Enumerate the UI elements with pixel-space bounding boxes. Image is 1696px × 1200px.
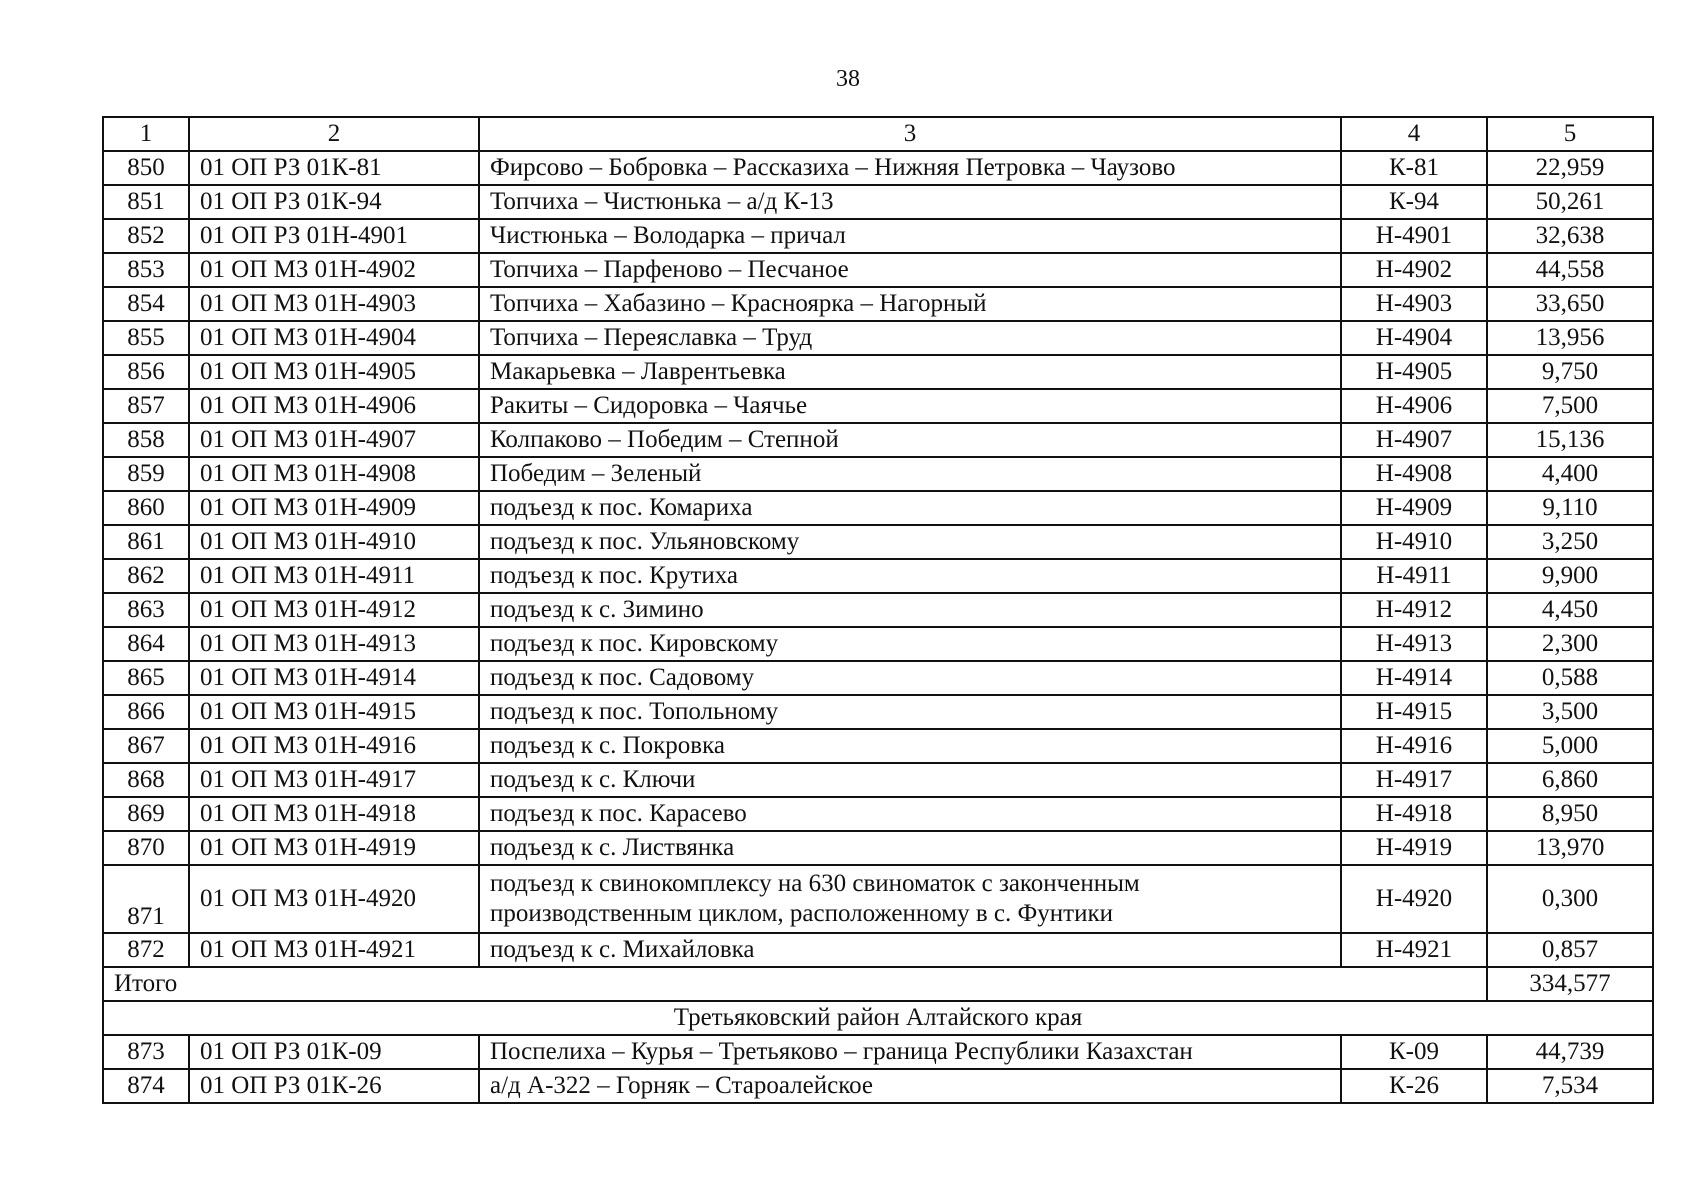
- header-cell-2: 2: [189, 117, 479, 151]
- table-row: [103, 661, 1653, 695]
- road-name: Топчиха – Парфеново – Песчаное: [479, 253, 1341, 287]
- row-number: 852: [103, 219, 189, 253]
- road-code: 01 ОП МЗ 01Н-4916: [189, 729, 479, 763]
- row-number: 865: [103, 661, 189, 695]
- row-number: 850: [103, 151, 189, 185]
- road-length: 5,000: [1487, 729, 1653, 763]
- road-short-code: К-26: [1341, 1069, 1487, 1103]
- road-code: 01 ОП МЗ 01Н-4913: [189, 627, 479, 661]
- road-name: Чистюнька – Володарка – причал: [479, 219, 1341, 253]
- row-number: 851: [103, 185, 189, 219]
- row-number: 863: [103, 593, 189, 627]
- road-length: 44,558: [1487, 253, 1653, 287]
- road-length: 0,857: [1487, 933, 1653, 967]
- road-name: подъезд к пос. Кировскому: [479, 627, 1341, 661]
- road-code: 01 ОП МЗ 01Н-4906: [189, 389, 479, 423]
- road-length: 13,970: [1487, 831, 1653, 865]
- road-length: 7,534: [1487, 1069, 1653, 1103]
- road-length: 9,750: [1487, 355, 1653, 389]
- road-code: 01 ОП РЗ 01К-26: [189, 1069, 479, 1103]
- road-length: 13,956: [1487, 321, 1653, 355]
- road-length: 50,261: [1487, 185, 1653, 219]
- road-name: подъезд к свинокомплексу на 630 свиноматок с законченным производственным циклом, расположенному в с. Фунтики: [479, 865, 1341, 933]
- table-row: [103, 253, 1653, 287]
- road-name: подъезд к с. Листвянка: [479, 831, 1341, 865]
- road-code: 01 ОП МЗ 01Н-4912: [189, 593, 479, 627]
- table-row: [103, 865, 1653, 933]
- road-short-code: Н-4921: [1341, 933, 1487, 967]
- road-short-code: Н-4901: [1341, 219, 1487, 253]
- road-length: 6,860: [1487, 763, 1653, 797]
- road-short-code: Н-4909: [1341, 491, 1487, 525]
- road-length: 4,450: [1487, 593, 1653, 627]
- section-row: [103, 1001, 1653, 1035]
- road-length: 3,500: [1487, 695, 1653, 729]
- road-code: 01 ОП МЗ 01Н-4917: [189, 763, 479, 797]
- table-row: [103, 1069, 1653, 1103]
- road-code: 01 ОП МЗ 01Н-4918: [189, 797, 479, 831]
- row-number: 855: [103, 321, 189, 355]
- road-name: подъезд к пос. Комариха: [479, 491, 1341, 525]
- road-length: 4,400: [1487, 457, 1653, 491]
- road-code: 01 ОП МЗ 01Н-4909: [189, 491, 479, 525]
- table-row: [103, 355, 1653, 389]
- row-number: 859: [103, 457, 189, 491]
- road-code: 01 ОП МЗ 01Н-4903: [189, 287, 479, 321]
- road-code: 01 ОП МЗ 01Н-4921: [189, 933, 479, 967]
- section-title: Третьяковский район Алтайского края: [103, 1001, 1653, 1035]
- row-number: 861: [103, 525, 189, 559]
- road-code: 01 ОП МЗ 01Н-4919: [189, 831, 479, 865]
- road-short-code: К-94: [1341, 185, 1487, 219]
- road-code: 01 ОП МЗ 01Н-4914: [189, 661, 479, 695]
- road-short-code: Н-4912: [1341, 593, 1487, 627]
- row-number: 873: [103, 1035, 189, 1069]
- table-row: [103, 525, 1653, 559]
- road-name: Топчиха – Хабазино – Красноярка – Нагорный: [479, 287, 1341, 321]
- road-name: подъезд к с. Михайловка: [479, 933, 1341, 967]
- road-short-code: Н-4918: [1341, 797, 1487, 831]
- road-short-code: Н-4920: [1341, 865, 1487, 933]
- road-length: 44,739: [1487, 1035, 1653, 1069]
- row-number: 872: [103, 933, 189, 967]
- table-row: [103, 185, 1653, 219]
- row-number: 857: [103, 389, 189, 423]
- row-number: 862: [103, 559, 189, 593]
- road-code: 01 ОП РЗ 01Н-4901: [189, 219, 479, 253]
- road-code: 01 ОП МЗ 01Н-4910: [189, 525, 479, 559]
- road-code: 01 ОП МЗ 01Н-4904: [189, 321, 479, 355]
- road-length: 2,300: [1487, 627, 1653, 661]
- road-length: 9,110: [1487, 491, 1653, 525]
- roads-table-body: [103, 117, 1653, 1103]
- row-number: 868: [103, 763, 189, 797]
- table-row: [103, 695, 1653, 729]
- road-length: 0,588: [1487, 661, 1653, 695]
- table-row: [103, 797, 1653, 831]
- table-row: [103, 151, 1653, 185]
- total-label: Итого: [103, 967, 1487, 1001]
- page-number: 38: [836, 66, 860, 92]
- table-row: [103, 457, 1653, 491]
- road-length: 22,959: [1487, 151, 1653, 185]
- road-name: Поспелиха – Курья – Третьяково – граница Республики Казахстан: [479, 1035, 1341, 1069]
- road-length: 15,136: [1487, 423, 1653, 457]
- row-number: 860: [103, 491, 189, 525]
- table-row: [103, 321, 1653, 355]
- road-code: 01 ОП РЗ 01К-09: [189, 1035, 479, 1069]
- road-short-code: К-81: [1341, 151, 1487, 185]
- table-row: [103, 627, 1653, 661]
- road-name: Ракиты – Сидоровка – Чаячье: [479, 389, 1341, 423]
- road-code: 01 ОП МЗ 01Н-4915: [189, 695, 479, 729]
- road-short-code: Н-4902: [1341, 253, 1487, 287]
- road-short-code: Н-4917: [1341, 763, 1487, 797]
- row-number: 864: [103, 627, 189, 661]
- road-code: 01 ОП МЗ 01Н-4911: [189, 559, 479, 593]
- road-name: подъезд к пос. Топольному: [479, 695, 1341, 729]
- road-name: а/д А-322 – Горняк – Староалейское: [479, 1069, 1341, 1103]
- road-length: 33,650: [1487, 287, 1653, 321]
- row-number: 866: [103, 695, 189, 729]
- road-length: 3,250: [1487, 525, 1653, 559]
- road-short-code: К-09: [1341, 1035, 1487, 1069]
- road-code: 01 ОП МЗ 01Н-4907: [189, 423, 479, 457]
- road-short-code: Н-4919: [1341, 831, 1487, 865]
- row-number: 869: [103, 797, 189, 831]
- table-row: [103, 763, 1653, 797]
- road-name: Топчиха – Чистюнька – а/д К-13: [479, 185, 1341, 219]
- road-code: 01 ОП РЗ 01К-94: [189, 185, 479, 219]
- road-code: 01 ОП МЗ 01Н-4905: [189, 355, 479, 389]
- header-cell-4: 4: [1341, 117, 1487, 151]
- road-code: 01 ОП МЗ 01Н-4920: [189, 865, 479, 933]
- row-number: 853: [103, 253, 189, 287]
- row-number: 858: [103, 423, 189, 457]
- road-short-code: Н-4907: [1341, 423, 1487, 457]
- row-number: 867: [103, 729, 189, 763]
- row-number: 856: [103, 355, 189, 389]
- table-row: [103, 287, 1653, 321]
- road-name: подъезд к с. Ключи: [479, 763, 1341, 797]
- table-row: [103, 831, 1653, 865]
- header-cell-1: 1: [103, 117, 189, 151]
- header-row: [103, 117, 1653, 151]
- header-cell-5: 5: [1487, 117, 1653, 151]
- road-name: подъезд к с. Зимино: [479, 593, 1341, 627]
- road-name: подъезд к пос. Ульяновскому: [479, 525, 1341, 559]
- road-code: 01 ОП МЗ 01Н-4908: [189, 457, 479, 491]
- row-number: 871: [103, 865, 189, 933]
- road-short-code: Н-4914: [1341, 661, 1487, 695]
- road-code: 01 ОП МЗ 01Н-4902: [189, 253, 479, 287]
- row-number: 854: [103, 287, 189, 321]
- table-row: [103, 593, 1653, 627]
- table-row: [103, 933, 1653, 967]
- road-name: Макарьевка – Лаврентьевка: [479, 355, 1341, 389]
- total-row: [103, 967, 1653, 1001]
- road-short-code: Н-4908: [1341, 457, 1487, 491]
- road-short-code: Н-4911: [1341, 559, 1487, 593]
- road-short-code: Н-4904: [1341, 321, 1487, 355]
- road-name: подъезд к с. Покровка: [479, 729, 1341, 763]
- road-short-code: Н-4906: [1341, 389, 1487, 423]
- total-value: 334,577: [1487, 967, 1653, 1001]
- road-length: 9,900: [1487, 559, 1653, 593]
- road-length: 8,950: [1487, 797, 1653, 831]
- row-number: 870: [103, 831, 189, 865]
- road-name: подъезд к пос. Крутиха: [479, 559, 1341, 593]
- road-short-code: Н-4915: [1341, 695, 1487, 729]
- road-length: 0,300: [1487, 865, 1653, 933]
- road-short-code: Н-4913: [1341, 627, 1487, 661]
- road-name: Победим – Зеленый: [479, 457, 1341, 491]
- road-name: Топчиха – Переяславка – Труд: [479, 321, 1341, 355]
- table-row: [103, 423, 1653, 457]
- table-row: [103, 491, 1653, 525]
- table-row: [103, 559, 1653, 593]
- road-length: 7,500: [1487, 389, 1653, 423]
- road-name: подъезд к пос. Садовому: [479, 661, 1341, 695]
- road-short-code: Н-4916: [1341, 729, 1487, 763]
- road-short-code: Н-4903: [1341, 287, 1487, 321]
- road-name: подъезд к пос. Карасево: [479, 797, 1341, 831]
- road-name: Фирсово – Бобровка – Рассказиха – Нижняя Петровка – Чаузово: [479, 151, 1341, 185]
- table-row: [103, 389, 1653, 423]
- roads-table: [102, 116, 1654, 1104]
- road-short-code: Н-4905: [1341, 355, 1487, 389]
- row-number: 874: [103, 1069, 189, 1103]
- table-row: [103, 729, 1653, 763]
- table-row: [103, 219, 1653, 253]
- table-row: [103, 1035, 1653, 1069]
- road-name: Колпаково – Победим – Степной: [479, 423, 1341, 457]
- road-short-code: Н-4910: [1341, 525, 1487, 559]
- header-cell-3: 3: [479, 117, 1341, 151]
- road-code: 01 ОП РЗ 01К-81: [189, 151, 479, 185]
- road-length: 32,638: [1487, 219, 1653, 253]
